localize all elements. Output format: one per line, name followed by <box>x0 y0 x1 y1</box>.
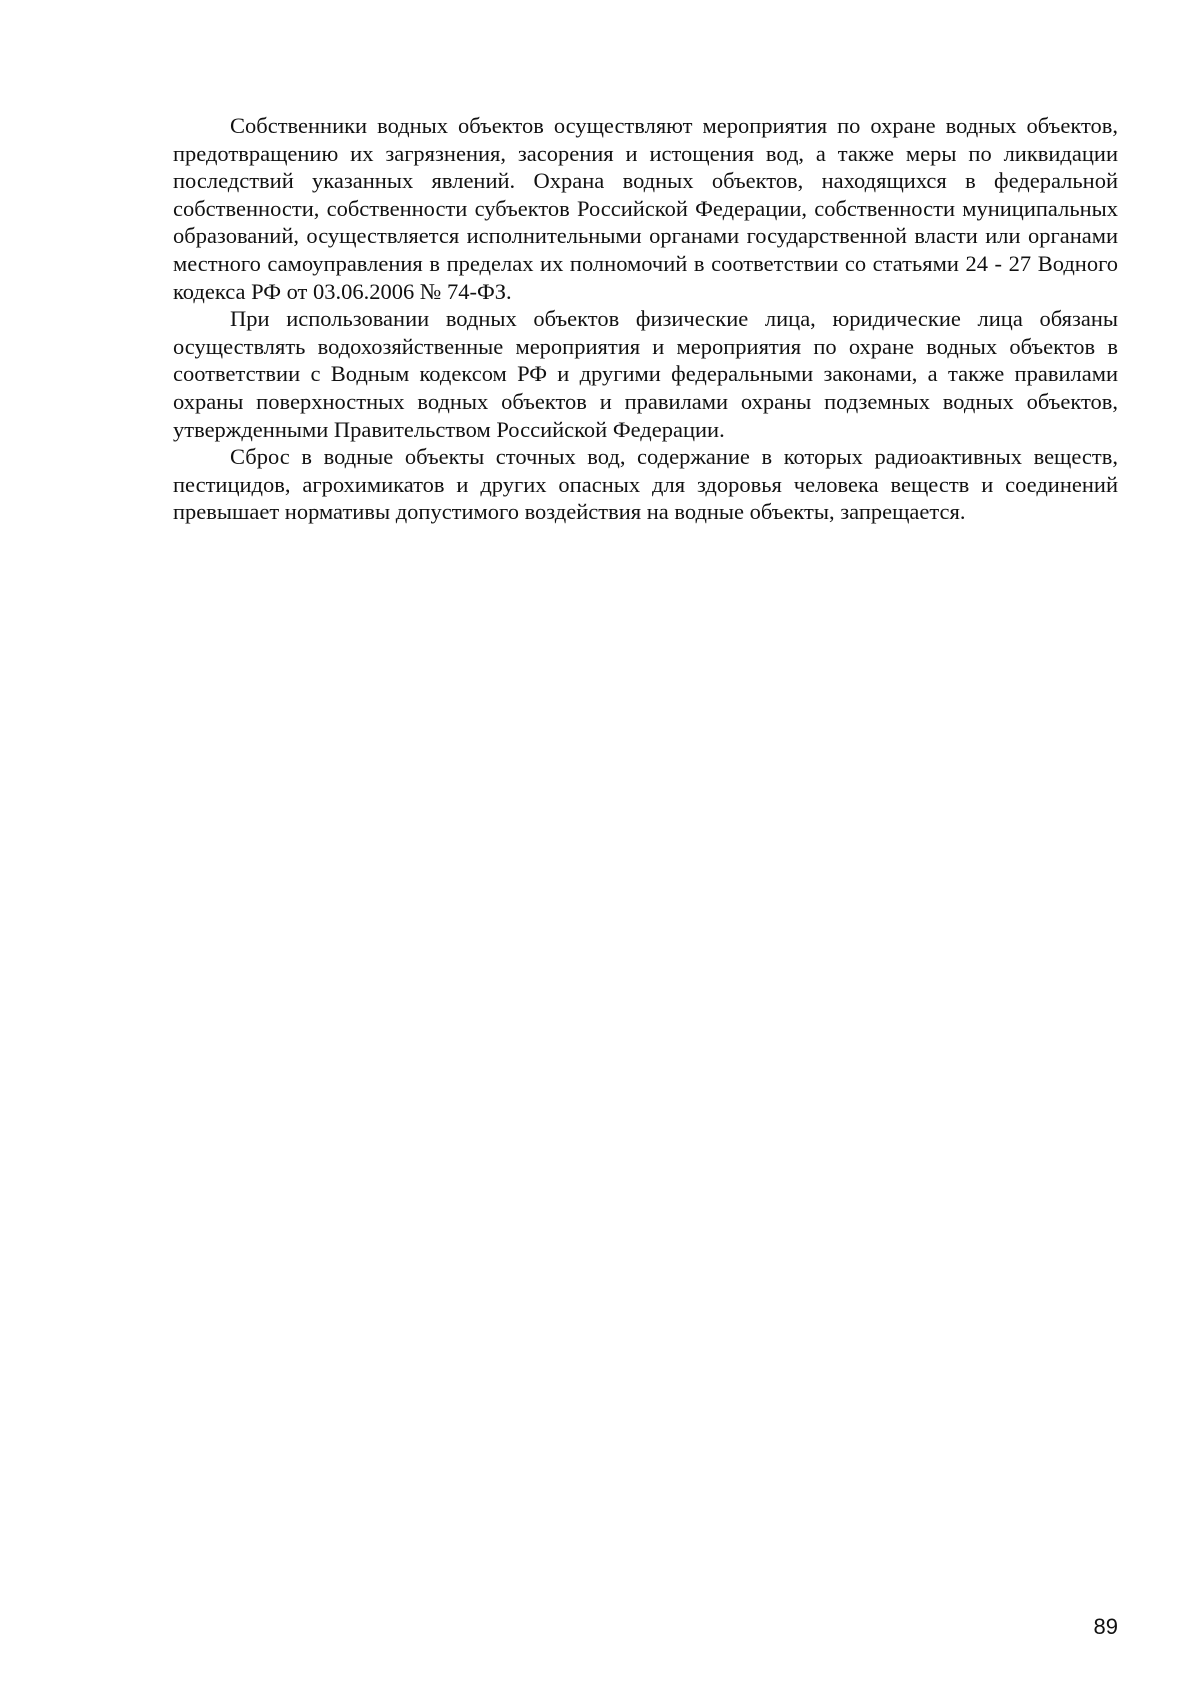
paragraph-water-owners-duties: Собственники водных объектов осуществляют мероприятия по охране водных объектов, предотвращению их загрязнения, засорения и истощения вод, а также меры по ликвидации последствий указанных явлений. Охрана водных объектов, находящихся в федеральной собственности, собственности субъектов Российской Федерации, собственности муниципальных образований, осуществляется исполнительными органами государственной власти или органами местного самоуправления в пределах их полномочий в соответствии со статьями 24 - 27 Водного кодекса РФ от 03.06.2006 № 74-ФЗ. <box>173 113 1118 304</box>
paragraph-water-use-obligations: При использовании водных объектов физические лица, юридические лица обязаны осуществлять водохозяйственные мероприятия и мероприятия по охране водных объектов в соответствии с Водным кодексом РФ и другими федеральными законами, а также правилами охраны поверхностных водных объектов и правилами охраны подземных водных объектов, утвержденными Правительством Российской Федерации. <box>173 306 1118 442</box>
paragraph-wastewater-discharge-ban: Сброс в водные объекты сточных вод, содержание в которых радиоактивных веществ, пестицидов, агрохимикатов и других опасных для здоровья человека веществ и соединений превышает нормативы допустимого воздействия на водные объекты, запрещается. <box>173 444 1118 525</box>
document-body <box>173 112 1118 526</box>
page-number: 89 <box>1093 1614 1118 1639</box>
